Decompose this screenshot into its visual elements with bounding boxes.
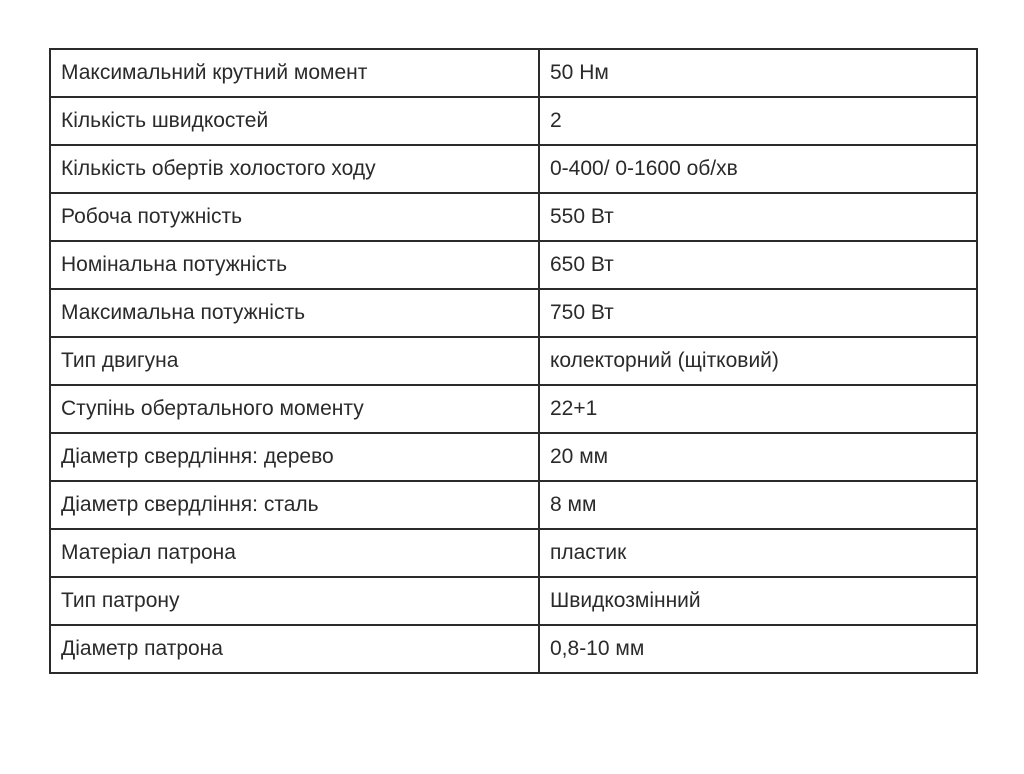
table-row bbox=[50, 145, 977, 193]
table-row bbox=[50, 481, 977, 529]
spec-value: пластик bbox=[539, 529, 977, 577]
spec-value: 20 мм bbox=[539, 433, 977, 481]
spec-label: Максимальний крутний момент bbox=[50, 49, 539, 97]
spec-label: Кількість швидкостей bbox=[50, 97, 539, 145]
spec-value: 2 bbox=[539, 97, 977, 145]
table-row bbox=[50, 49, 977, 97]
spec-value: 8 мм bbox=[539, 481, 977, 529]
table-row bbox=[50, 433, 977, 481]
table-row bbox=[50, 625, 977, 673]
spec-value: 550 Вт bbox=[539, 193, 977, 241]
spec-value: 50 Нм bbox=[539, 49, 977, 97]
spec-value: 0-400/ 0-1600 об/хв bbox=[539, 145, 977, 193]
spec-value: Швидкозмінний bbox=[539, 577, 977, 625]
table-row bbox=[50, 193, 977, 241]
table-row bbox=[50, 289, 977, 337]
table-row bbox=[50, 241, 977, 289]
table-row bbox=[50, 577, 977, 625]
spec-label: Ступінь обертального моменту bbox=[50, 385, 539, 433]
spec-label: Матеріал патрона bbox=[50, 529, 539, 577]
spec-label: Діаметр свердління: дерево bbox=[50, 433, 539, 481]
spec-label: Діаметр патрона bbox=[50, 625, 539, 673]
spec-label: Діаметр свердління: сталь bbox=[50, 481, 539, 529]
table-row bbox=[50, 529, 977, 577]
spec-value: 650 Вт bbox=[539, 241, 977, 289]
spec-value: 22+1 bbox=[539, 385, 977, 433]
spec-label: Тип патрону bbox=[50, 577, 539, 625]
spec-label: Кількість обертів холостого ходу bbox=[50, 145, 539, 193]
table-row bbox=[50, 337, 977, 385]
spec-label: Тип двигуна bbox=[50, 337, 539, 385]
spec-label: Робоча потужність bbox=[50, 193, 539, 241]
spec-value: 750 Вт bbox=[539, 289, 977, 337]
table-row bbox=[50, 385, 977, 433]
spec-value: 0,8-10 мм bbox=[539, 625, 977, 673]
spec-label: Номінальна потужність bbox=[50, 241, 539, 289]
spec-value: колекторний (щітковий) bbox=[539, 337, 977, 385]
specifications-table-body bbox=[50, 49, 977, 673]
spec-label: Максимальна потужність bbox=[50, 289, 539, 337]
table-row bbox=[50, 97, 977, 145]
specifications-table bbox=[49, 48, 978, 674]
